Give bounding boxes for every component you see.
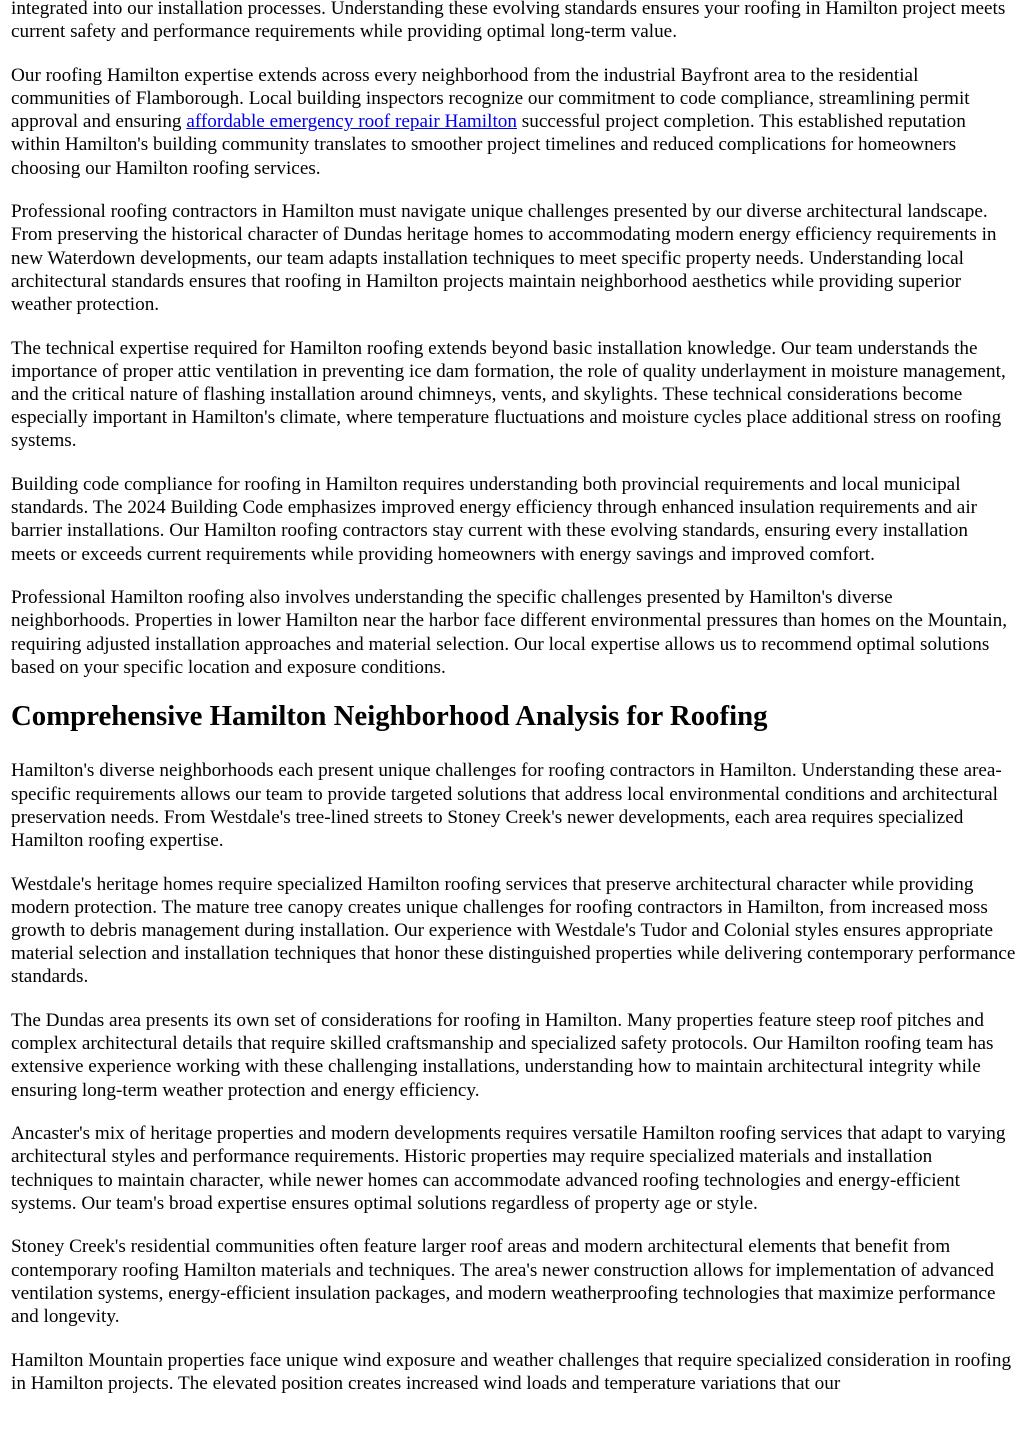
- paragraph-building-code: Building code compliance for roofing in Hamilton requires understanding both provincial requirements and local municipal standards. The 2024 Building Code emphasizes improved energy efficiency through enhanced insulation requirements and air barrier installations. Our Hamilton roofing contractors stay current with these evolving standards, ensuring every installation meets or exceeds current requirements while providing homeowners with energy savings and improved comfort.: [11, 474, 978, 565]
- paragraph-text-after-link: successful project completion. This established reputation within Hamilton's building community translates to smoother project timelines and reduced complications for homeowners choosing our Hamilton roofing services.: [11, 111, 966, 179]
- paragraph-text-before-link: Our roofing Hamilton expertise extends across every neighborhood from the industrial Bayfront area to the residential communities of Flamborough. Local building inspectors recognize our commitment to code compliance, streamlining permit approval and ensuring: [11, 64, 970, 133]
- paragraph-neighborhood-intro: Hamilton's diverse neighborhoods each present unique challenges for roofing contractors in Hamilton. Understanding these area-specific requirements allows our team to provide targeted solutions that address local environmental conditions and architectural preservation needs. From Westdale's tree-lined streets to Stoney Creek's newer developments, each area requires specialized Hamilton roofing expertise.: [11, 760, 1002, 852]
- section-heading: Comprehensive Hamilton Neighborhood Analysis for Roofing: [11, 700, 768, 733]
- paragraph-architectural-challenges: Professional roofing contractors in Hamilton must navigate unique challenges presented by our diverse architectural landscape. From preserving the historical character of Dundas heritage homes to accommodating modern energy efficiency requirements in new Waterdown developments, our team adapts installation techniques to meet specific property needs. Understanding local architectural standards ensures that roofing in Hamilton projects maintain neighborhood aesthetics while providing superior weather protection.: [11, 201, 997, 316]
- emergency-roof-repair-link[interactable]: affordable emergency roof repair Hamilton: [186, 111, 517, 133]
- paragraph-neighborhood-expertise: [11, 64, 1016, 180]
- paragraph-dundas: The Dundas area presents its own set of considerations for roofing in Hamilton. Many properties feature steep roof pitches and complex architectural details that require skilled craftsmanship and specialized safety protocols. Our Hamilton roofing team has extensive experience working with these challenging installations, understanding how to maintain architectural integrity while ensuring long-term weather protection and energy efficiency.: [11, 1010, 994, 1101]
- paragraph-stoney-creek: Stoney Creek's residential communities often feature larger roof areas and modern architectural elements that benefit from contemporary roofing Hamilton materials and techniques. The area's newer construction allows for implementation of advanced ventilation systems, energy-efficient insulation packages, and modern weatherproofing technologies that maximize performance and longevity.: [11, 1236, 996, 1328]
- paragraph-technical-expertise: The technical expertise required for Hamilton roofing extends beyond basic installation knowledge. Our team understands the importance of proper attic ventilation in preventing ice dam formation, the role of quality underlayment in moisture management, and the critical nature of flashing installation around chimneys, vents, and skylights. These technical considerations become especially important in Hamilton's climate, where temperature fluctuations and moisture cycles place additional stress on roofing systems.: [11, 337, 1006, 452]
- paragraph-diverse-neighborhoods: Professional Hamilton roofing also involves understanding the specific challenges presented by Hamilton's diverse neighborhoods. Properties in lower Hamilton near the harbor face different environmental pressures than homes on the Mountain, requiring adjusted installation approaches and material selection. Our local expertise allows us to recommend optimal solutions based on your specific location and exposure conditions.: [11, 587, 1008, 678]
- paragraph-westdale: Westdale's heritage homes require specialized Hamilton roofing services that preserve architectural character while providing modern protection. The mature tree canopy creates unique challenges for roofing contractors in Hamilton, from increased moss growth to debris management during installation. Our experience with Westdale's Tudor and Colonial styles ensures appropriate material selection and installation techniques that honor these distinguished properties while delivering contemporary performance standards.: [11, 873, 1016, 988]
- paragraph-installation-standards: integrated into our installation processes. Understanding these evolving standards ensures your roofing in Hamilton project meets current safety and performance requirements while providing optimal long-term value.: [11, 0, 1006, 43]
- paragraph-ancaster: Ancaster's mix of heritage properties and modern developments requires versatile Hamilton roofing services that adapt to varying architectural styles and performance requirements. Historic properties may require specialized materials and installation techniques to maintain character, while newer homes can accommodate advanced roofing technologies and energy-efficient systems. Our team's broad expertise ensures optimal solutions regardless of property age or style.: [11, 1123, 1006, 1214]
- paragraph-hamilton-mountain: Hamilton Mountain properties face unique wind exposure and weather challenges that require specialized consideration in roofing in Hamilton projects. The elevated position creates increased wind loads and temperature variations that our: [11, 1349, 1012, 1394]
